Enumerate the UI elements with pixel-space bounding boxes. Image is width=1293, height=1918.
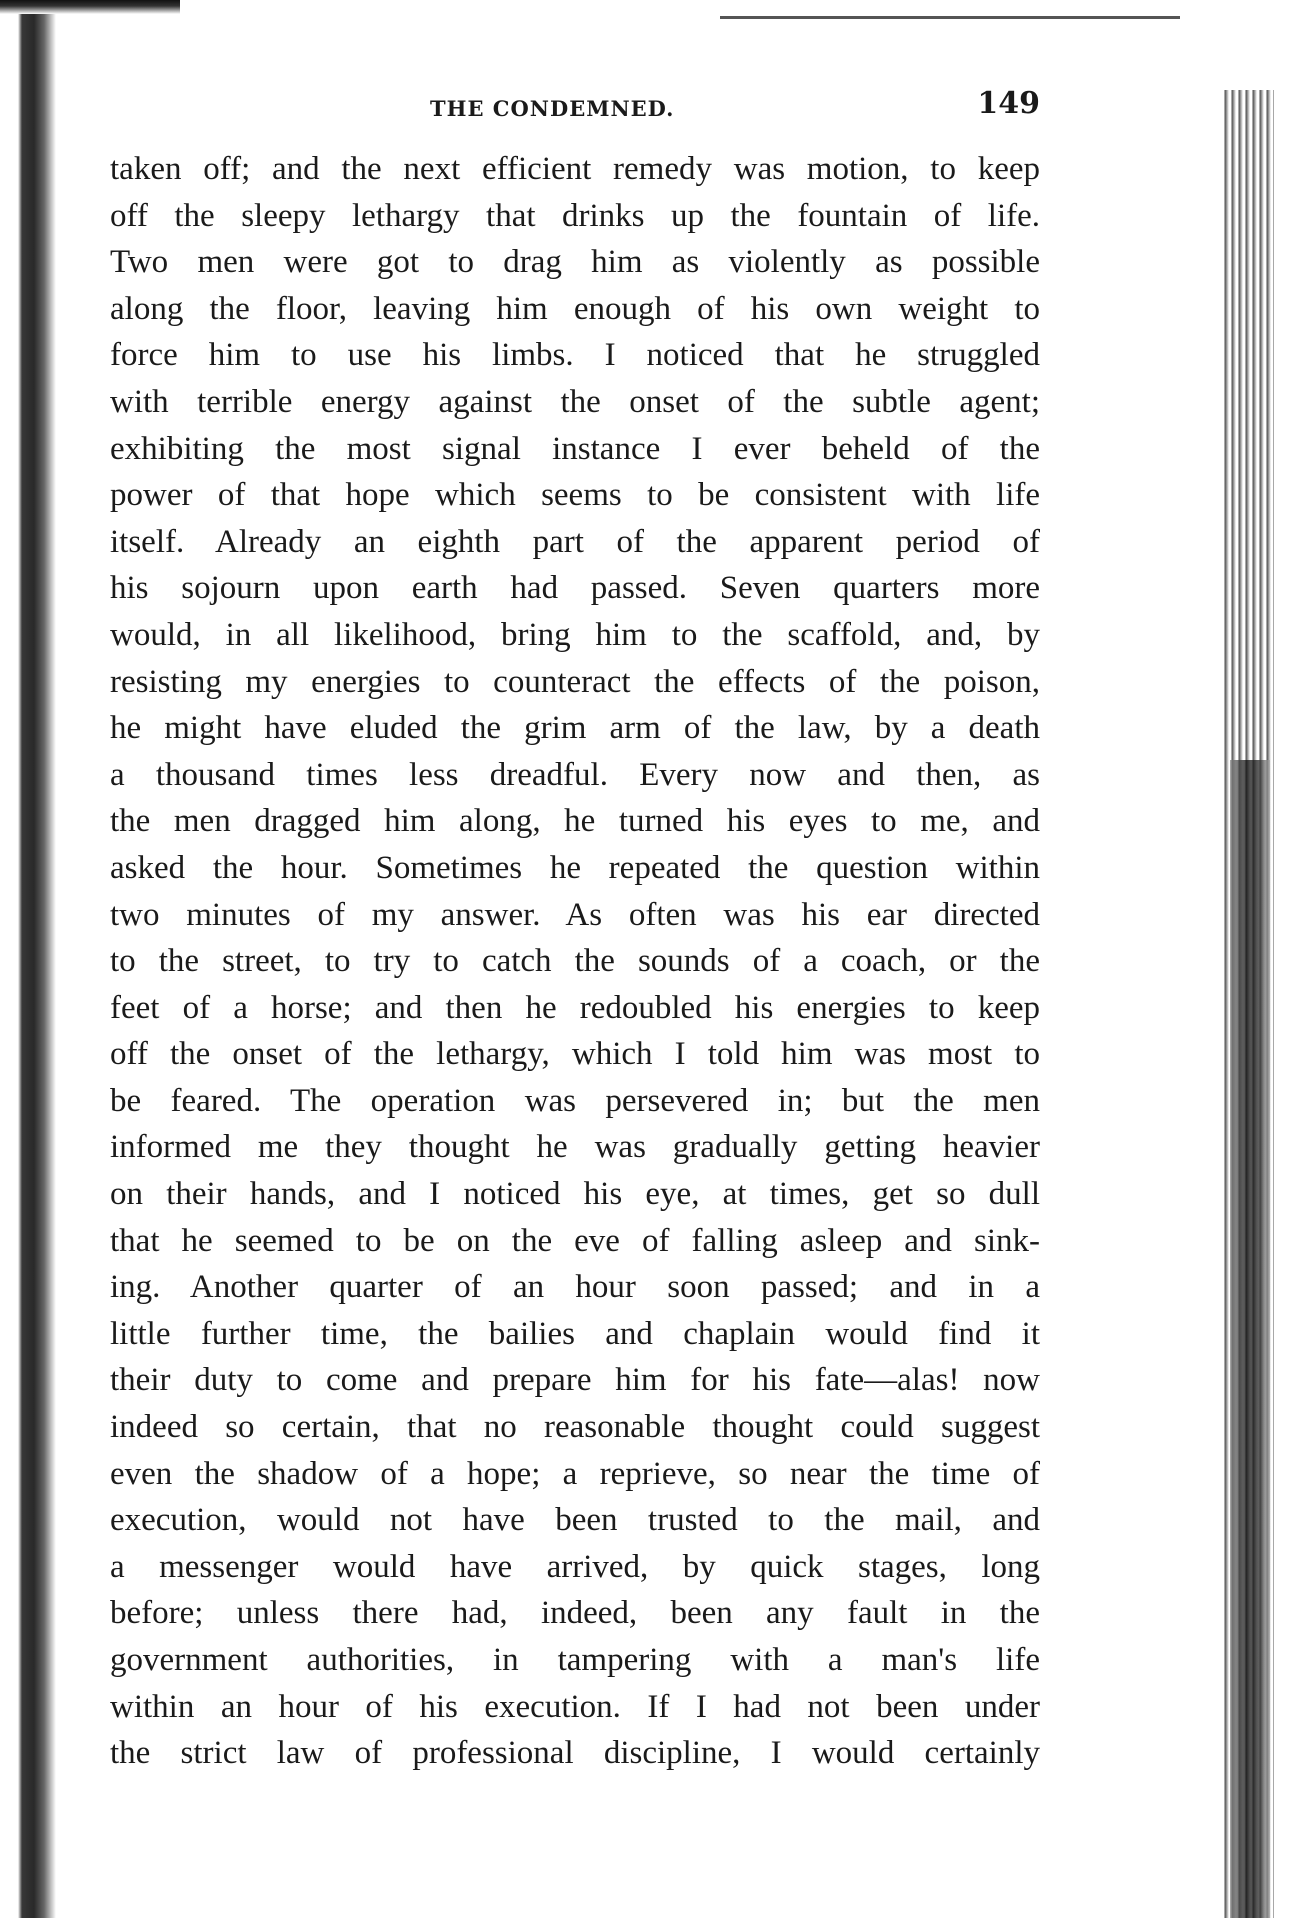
text-line: government authorities, in tampering with a man's life <box>110 1642 1040 1678</box>
text-line: indeed so certain, that no reasonable thought could suggest <box>110 1409 1040 1446</box>
text-line: exhibiting the most signal instance I ever beheld of the <box>110 430 1040 467</box>
text-line: their duty to come and prepare him for his fate—alas! now <box>110 1362 1040 1399</box>
text-line: before; unless there had, indeed, been any fault in the <box>110 1595 1040 1632</box>
text-line: along the floor, leaving him enough of his own weight to <box>110 290 1040 327</box>
running-head <box>110 80 1040 140</box>
text-line: the strict law of professional discipline, I would certainly <box>110 1735 1040 1772</box>
text-line: off the onset of the lethargy, which I told him was most to <box>110 1036 1040 1073</box>
text-line: would, in all likelihood, bring him to the scaffold, and, by <box>110 616 1040 653</box>
page-corner-shadow <box>0 0 180 14</box>
book-page <box>110 80 1040 1777</box>
text-line: force him to use his limbs. I noticed that he struggled <box>110 337 1040 374</box>
text-line: asked the hour. Sometimes he repeated the question within <box>110 849 1040 886</box>
text-line: ing. Another quarter of an hour soon passed; and in a <box>110 1269 1040 1306</box>
text-line: be feared. The operation was persevered in; but the men <box>110 1082 1040 1119</box>
text-line: off the sleepy lethargy that drinks up the fountain of life. <box>110 197 1040 234</box>
text-line: two minutes of my answer. As often was his ear directed <box>110 896 1040 933</box>
text-line: a thousand times less dreadful. Every now and then, as <box>110 756 1040 793</box>
text-line: little further time, the bailies and chaplain would find it <box>110 1315 1040 1352</box>
text-line: taken off; and the next efficient remedy was motion, to keep <box>110 151 1040 187</box>
running-title: THE CONDEMNED. <box>430 96 675 121</box>
page-edge-shadow <box>1230 760 1270 1918</box>
text-line: itself. Already an eighth part of the apparent period of <box>110 523 1040 560</box>
text-line: that he seemed to be on the eve of falling asleep and sink- <box>110 1222 1040 1259</box>
text-line: informed me they thought he was gradually getting heavier <box>110 1129 1040 1166</box>
text-line: resisting my energies to counteract the effects of the poison, <box>110 663 1040 700</box>
body-text <box>110 146 1040 1777</box>
text-line: even the shadow of a hope; a reprieve, so near the time of <box>110 1455 1040 1492</box>
text-line: within an hour of his execution. If I had not been under <box>110 1688 1040 1725</box>
text-line: he might have eluded the grim arm of the law, by a death <box>110 710 1040 747</box>
page-number: 149 <box>977 86 1040 121</box>
scan-top-edge <box>720 16 1180 19</box>
text-line: the men dragged him along, he turned his eyes to me, and <box>110 803 1040 840</box>
text-line: to the street, to try to catch the sounds of a coach, or the <box>110 943 1040 980</box>
text-line: his sojourn upon earth had passed. Seven quarters more <box>110 570 1040 607</box>
text-line: with terrible energy against the onset of the subtle agent; <box>110 383 1040 420</box>
text-line: execution, would not have been trusted to the mail, and <box>110 1502 1040 1539</box>
page-binding-shadow <box>0 0 56 1918</box>
text-line: Two men were got to drag him as violently as possible <box>110 244 1040 281</box>
text-line: power of that hope which seems to be consistent with life <box>110 477 1040 514</box>
text-line: feet of a horse; and then he redoubled his energies to keep <box>110 989 1040 1026</box>
text-line: a messenger would have arrived, by quick stages, long <box>110 1548 1040 1585</box>
text-line: on their hands, and I noticed his eye, at times, get so dull <box>110 1176 1040 1213</box>
